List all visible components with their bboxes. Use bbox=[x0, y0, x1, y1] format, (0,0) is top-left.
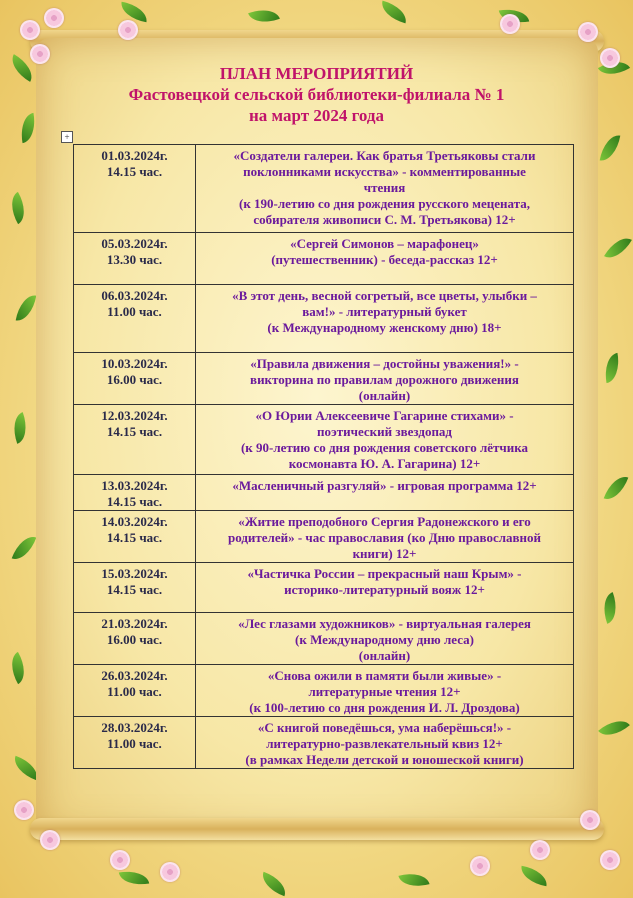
event-description-cell bbox=[196, 717, 574, 769]
page-header bbox=[0, 63, 633, 126]
event-datetime-cell bbox=[74, 475, 196, 511]
event-description-line: «Масленичный разгуляй» - игровая программа 12+ bbox=[232, 478, 537, 493]
event-date: 05.03.2024г. bbox=[101, 236, 168, 251]
event-description-line: «С книгой поведёшься, ума наберёшься!» - bbox=[257, 720, 512, 735]
event-datetime-cell bbox=[74, 145, 196, 233]
table-row bbox=[74, 613, 574, 665]
table-row bbox=[74, 233, 574, 285]
event-date: 12.03.2024г. bbox=[101, 408, 168, 423]
event-description-cell bbox=[196, 475, 574, 511]
event-description-line: «Снова ожили в памяти были живые» - bbox=[267, 668, 502, 683]
event-date: 15.03.2024г. bbox=[101, 566, 168, 581]
event-datetime-cell bbox=[74, 665, 196, 717]
event-datetime-cell bbox=[74, 717, 196, 769]
event-date: 13.03.2024г. bbox=[101, 478, 168, 493]
event-time: 14.15 час. bbox=[106, 164, 163, 179]
event-description-line: собирателя живописи С. М. Третьякова) 12+ bbox=[253, 212, 516, 227]
event-description-line: «О Юрии Алексеевиче Гагарине стихами» - bbox=[255, 408, 514, 423]
event-description-cell bbox=[196, 285, 574, 353]
event-time: 14.15 час. bbox=[106, 494, 163, 509]
table-row bbox=[74, 145, 574, 233]
table-row bbox=[74, 511, 574, 563]
event-description-line: литературные чтения 12+ bbox=[308, 684, 461, 699]
event-description-cell bbox=[196, 665, 574, 717]
event-description-line: поклонниками искусства» - комментированные bbox=[243, 164, 526, 179]
event-description-line: (путешественник) - беседа-рассказ 12+ bbox=[271, 252, 498, 267]
event-description-line: чтения bbox=[363, 180, 406, 195]
table-move-handle-icon[interactable]: + bbox=[61, 131, 73, 143]
event-time: 11.00 час. bbox=[107, 304, 162, 319]
event-datetime-cell bbox=[74, 233, 196, 285]
event-description-line: «Сергей Симонов – марафонец» bbox=[290, 236, 479, 251]
event-date: 28.03.2024г. bbox=[101, 720, 168, 735]
event-description-line: «Житие преподобного Сергия Радонежского и его bbox=[238, 514, 531, 529]
event-description-line: «Правила движения – достойны уважения!» - bbox=[250, 356, 519, 371]
event-time: 11.00 час. bbox=[107, 684, 162, 699]
event-description-line: (онлайн) bbox=[358, 388, 411, 403]
event-description-line: «В этот день, весной согретый, все цветы, улыбки – bbox=[232, 288, 537, 303]
event-description-line: вам!» - литературный букет bbox=[302, 304, 467, 319]
event-date: 06.03.2024г. bbox=[101, 288, 168, 303]
event-description-line: (к Международному женскому дню) 18+ bbox=[267, 320, 502, 335]
event-description-line: родителей» - час православия (ко Дню православной bbox=[227, 530, 542, 545]
event-description-line: литературно-развлекательный квиз 12+ bbox=[266, 736, 503, 751]
page-title: ПЛАН МЕРОПРИЯТИЙ bbox=[219, 64, 414, 83]
event-datetime-cell bbox=[74, 353, 196, 405]
event-description-line: (к Международному дню леса) bbox=[295, 632, 474, 647]
event-description-cell bbox=[196, 613, 574, 665]
event-description-cell bbox=[196, 353, 574, 405]
event-datetime-cell bbox=[74, 613, 196, 665]
event-datetime-cell bbox=[74, 285, 196, 353]
event-time: 14.15 час. bbox=[106, 582, 163, 597]
event-description-cell bbox=[196, 511, 574, 563]
event-date: 01.03.2024г. bbox=[101, 148, 168, 163]
period-label: на март 2024 года bbox=[249, 106, 384, 125]
event-description-line: историко-литературный вояж 12+ bbox=[284, 582, 485, 597]
event-description-cell bbox=[196, 233, 574, 285]
event-time: 13.30 час. bbox=[106, 252, 163, 267]
table-row bbox=[74, 665, 574, 717]
event-datetime-cell bbox=[74, 511, 196, 563]
events-table bbox=[73, 144, 574, 769]
table-row bbox=[74, 353, 574, 405]
event-time: 16.00 час. bbox=[106, 372, 163, 387]
event-date: 26.03.2024г. bbox=[101, 668, 168, 683]
event-description-line: «Частичка России – прекрасный наш Крым» - bbox=[247, 566, 522, 581]
event-description-cell bbox=[196, 405, 574, 475]
event-description-cell bbox=[196, 145, 574, 233]
event-time: 14.15 час. bbox=[106, 424, 163, 439]
table-row bbox=[74, 717, 574, 769]
event-datetime-cell bbox=[74, 563, 196, 613]
event-datetime-cell bbox=[74, 405, 196, 475]
table-row bbox=[74, 475, 574, 511]
event-description-line: (к 90-летию со дня рождения советского лётчика bbox=[240, 440, 529, 455]
library-name: Фастовецкой сельской библиотеки-филиала № 1 bbox=[128, 85, 505, 104]
event-date: 10.03.2024г. bbox=[101, 356, 168, 371]
event-date: 14.03.2024г. bbox=[101, 514, 168, 529]
event-description-line: (к 100-летию со дня рождения И. Л. Дроздова) bbox=[249, 700, 520, 715]
event-description-line: «Лес глазами художников» - виртуальная галерея bbox=[238, 616, 531, 631]
table-row bbox=[74, 405, 574, 475]
table-row bbox=[74, 285, 574, 353]
event-date: 21.03.2024г. bbox=[101, 616, 168, 631]
scroll-bottom-roll bbox=[30, 818, 604, 840]
event-time: 14.15 час. bbox=[106, 530, 163, 545]
event-description-line: (к 190-летию со дня рождения русского мецената, bbox=[238, 196, 530, 211]
event-description-line: поэтический звездопад bbox=[316, 424, 453, 439]
event-description-line: (онлайн) bbox=[358, 648, 411, 663]
event-description-line: книги) 12+ bbox=[352, 546, 417, 561]
event-time: 11.00 час. bbox=[107, 736, 162, 751]
event-description-line: космонавта Ю. А. Гагарина) 12+ bbox=[288, 456, 481, 471]
event-description-line: (в рамках Недели детской и юношеской книги) bbox=[245, 752, 524, 767]
event-description-line: «Создатели галереи. Как братья Третьяковы стали bbox=[233, 148, 536, 163]
event-description-cell bbox=[196, 563, 574, 613]
table-row bbox=[74, 563, 574, 613]
event-description-line: викторина по правилам дорожного движения bbox=[250, 372, 519, 387]
event-time: 16.00 час. bbox=[106, 632, 163, 647]
